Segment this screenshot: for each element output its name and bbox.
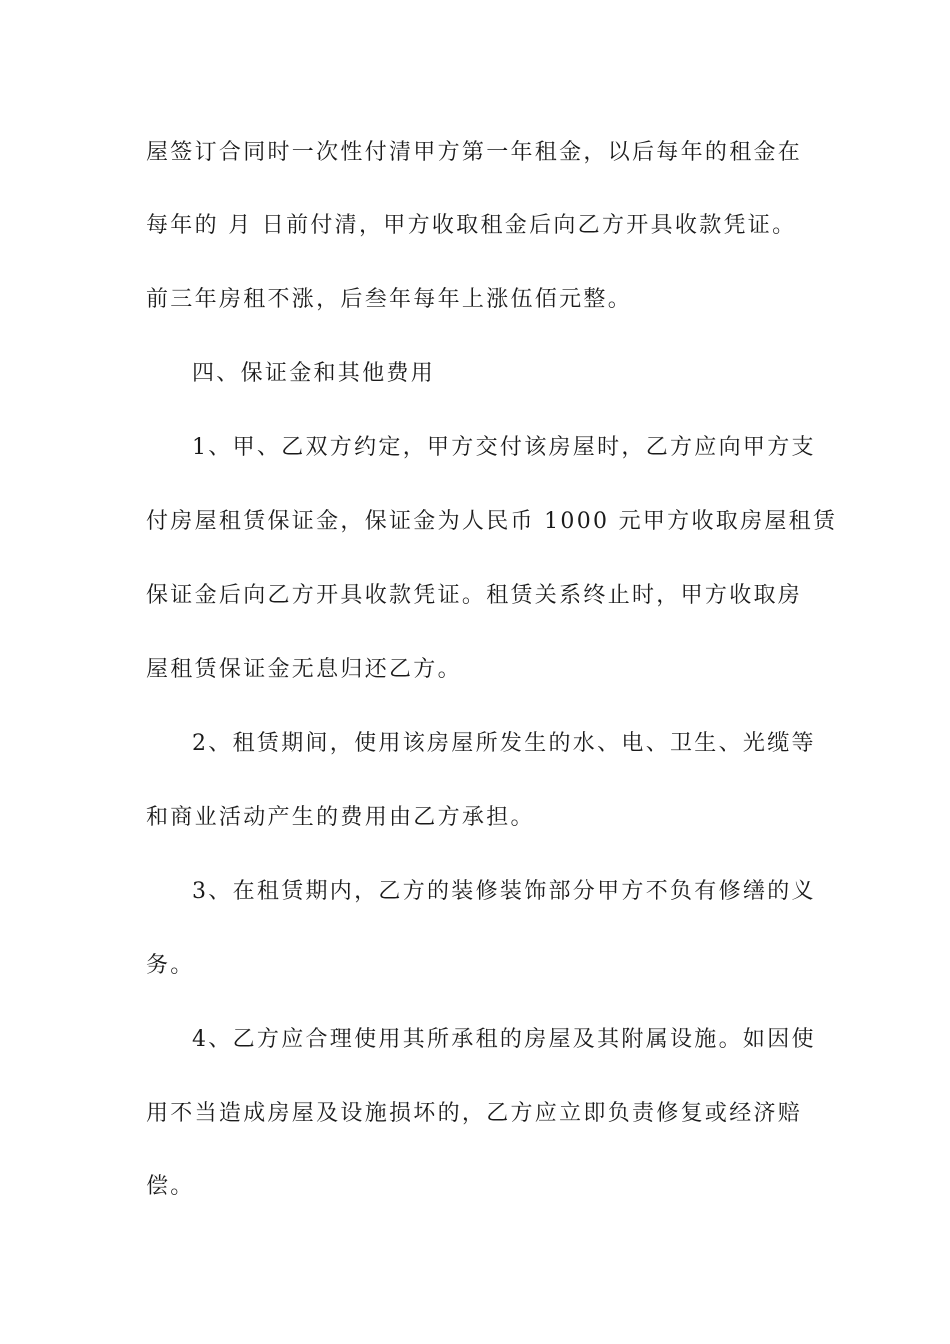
text-line: 4、乙方应合理使用其所承租的房屋及其附属设施。如因使 [192,1027,816,1052]
text-line: 用不当造成房屋及设施损坏的，乙方应立即负责修复或经济赔 [146,1101,803,1126]
text-line: 2、租赁期间，使用该房屋所发生的水、电、卫生、光缆等 [192,731,816,756]
text-line: 3、在租赁期内，乙方的装修装饰部分甲方不负有修缮的义 [192,879,816,904]
text-line: 前三年房租不涨，后叁年每年上涨伍佰元整。 [146,287,633,312]
text-line: 屋签订合同时一次性付清甲方第一年租金，以后每年的租金在 [146,140,803,165]
text-line: 保证金后向乙方开具收款凭证。租赁关系终止时，甲方收取房 [146,583,803,608]
text-line: 屋租赁保证金无息归还乙方。 [146,657,462,682]
text-line: 付房屋租赁保证金，保证金为人民币 1000 元甲方收取房屋租赁 [146,509,838,534]
text-line: 务。 [146,953,195,978]
text-line: 每年的 月 日前付清，甲方收取租金后向乙方开具收款凭证。 [146,213,797,238]
text-line: 偿。 [146,1174,195,1199]
section-heading: 四、保证金和其他费用 [192,361,436,386]
text-line: 1、甲、乙双方约定，甲方交付该房屋时，乙方应向甲方支 [192,435,816,460]
text-line: 和商业活动产生的费用由乙方承担。 [146,805,535,830]
